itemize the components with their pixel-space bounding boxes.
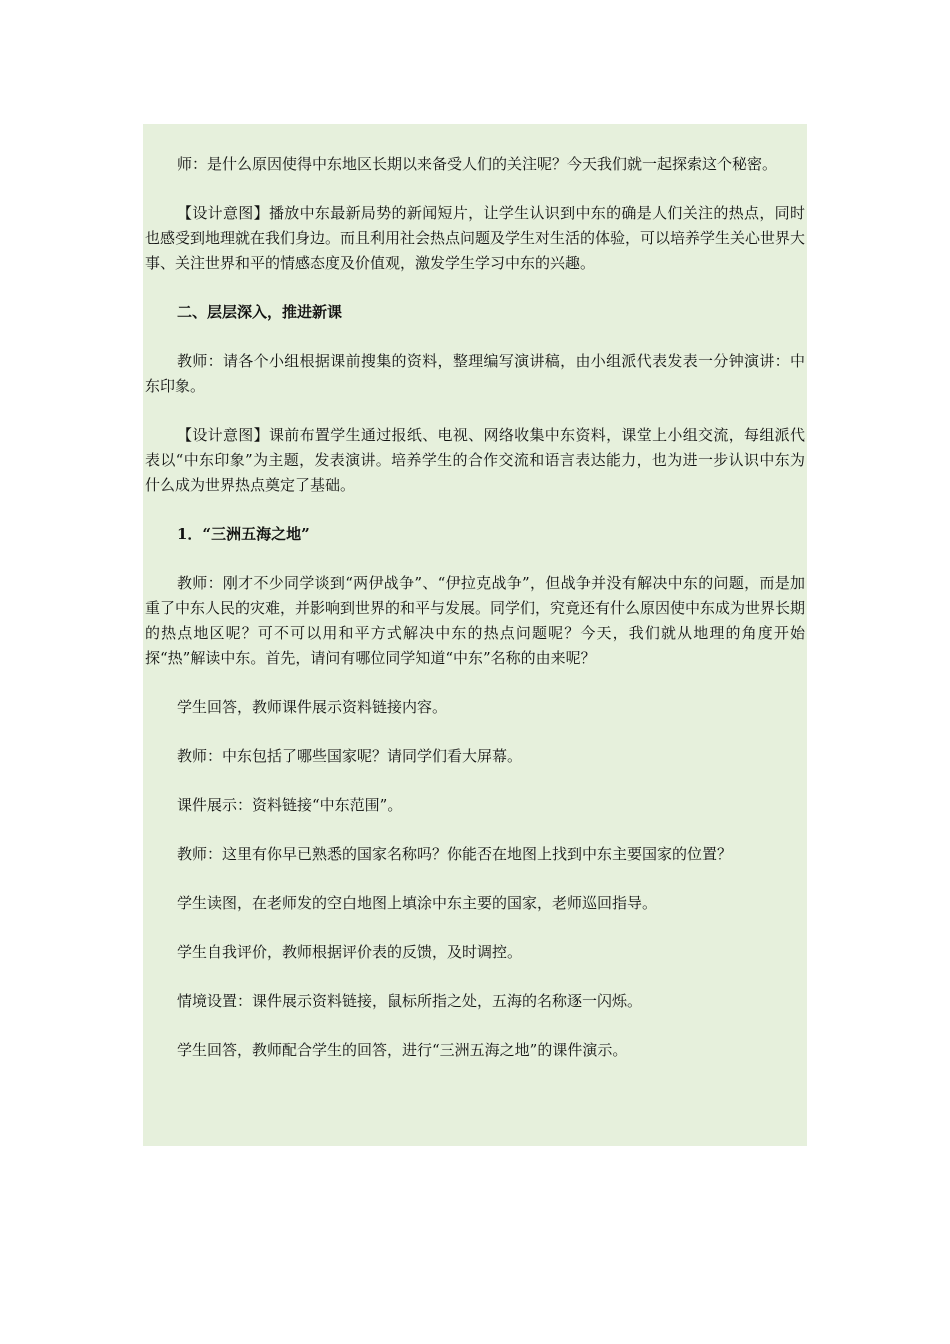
paragraph-student-answer-1: 学生回答，教师课件展示资料链接内容。	[177, 698, 448, 716]
paragraph-scenario-setting: 情境设置：课件展示资料链接，鼠标所指之处，五海的名称逐一闪烁。	[177, 992, 643, 1010]
paragraph-student-map-reading: 学生读图，在老师发的空白地图上填涂中东主要的国家，老师巡回指导。	[177, 894, 658, 912]
paragraph-teacher-war-discussion: 教师：刚才不少同学谈到“两伊战争”、“伊拉克战争”，但战争并没有解决中东的问题，而是加重了中东人民的灾难，并影响到世界的和平与发展。同学们，究竟还有什么原因使中东成为世界长期的热点地区呢？可不可以用和平方式解决中东的热点问题呢？今天，我们就从地理的角度开始探“热”解读中东。首先，请问有哪位同学知道“中东”名称的由来呢？	[145, 574, 806, 667]
paragraph-student-self-evaluation: 学生自我评价，教师根据评价表的反馈，及时调控。	[177, 943, 523, 961]
paragraph-design-intent-1: 【设计意图】播放中东最新局势的新闻短片，让学生认识到中东的确是人们关注的热点，同时也感受到地理就在我们身边。而且利用社会热点问题及学生对生活的体验，可以培养学生关心世界大事、关注世界和平的情感态度及价值观，激发学生学习中东的兴趣。	[145, 204, 806, 272]
section-heading-2: 二、层层深入，推进新课	[177, 303, 343, 321]
subsection-heading-1: 1．“三洲五海之地”	[177, 525, 310, 543]
paragraph-student-answer-2: 学生回答，教师配合学生的回答，进行“三洲五海之地”的课件演示。	[177, 1041, 628, 1059]
paragraph-teacher-question: 师：是什么原因使得中东地区长期以来备受人们的关注呢？今天我们就一起探索这个秘密。	[177, 155, 778, 173]
paragraph-teacher-speech-task: 教师：请各个小组根据课前搜集的资料，整理编写演讲稿，由小组派代表发表一分钟演讲：中东印象。	[145, 352, 805, 395]
paragraph-courseware-display: 课件展示：资料链接“中东范围”。	[177, 796, 403, 814]
paragraph-teacher-map-question: 教师：这里有你早已熟悉的国家名称吗？你能否在地图上找到中东主要国家的位置？	[177, 845, 733, 863]
document-content-box	[143, 124, 807, 1146]
paragraph-design-intent-2: 【设计意图】课前布置学生通过报纸、电视、网络收集中东资料，课堂上小组交流，每组派代表以“中东印象”为主题，发表演讲。培养学生的合作交流和语言表达能力，也为进一步认识中东为什么成为世界热点奠定了基础。	[145, 426, 805, 494]
paragraph-teacher-countries: 教师：中东包括了哪些国家呢？请同学们看大屏幕。	[177, 747, 523, 765]
